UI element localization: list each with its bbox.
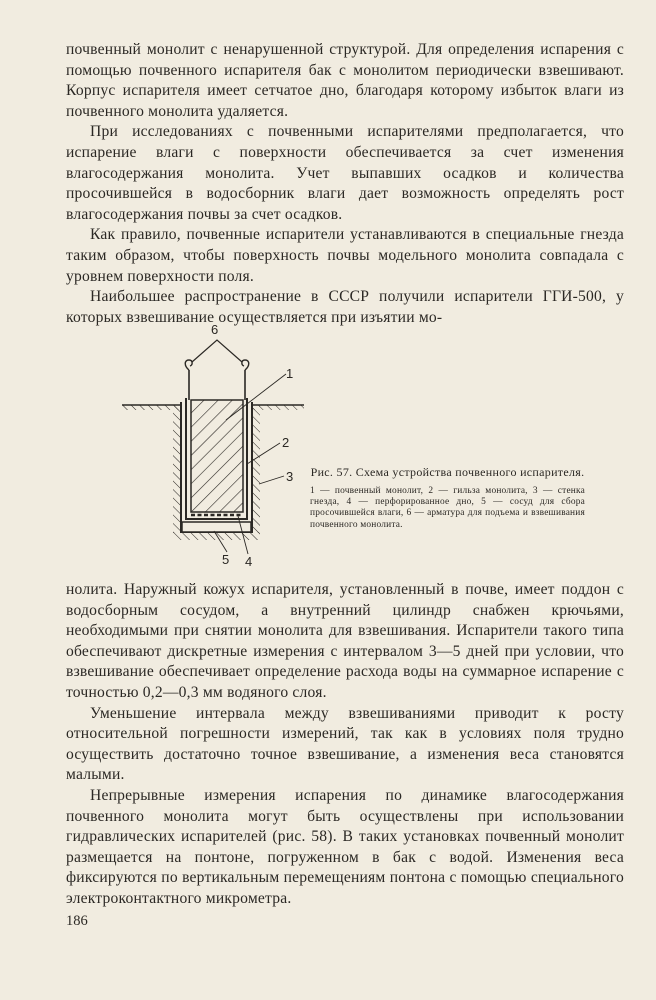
paragraph: Непрерывные измерения испарения по динамике влагосодержания почвенного монолита могут быть осуществлены при использовании гидравлических испарителей (рис. 58). В таких установках почвенный монолит размещается на понтоне, погруженном в бак с водой. Изменения веса фиксируются по вертикальным перемещениям понтона с помощью специального электроконтактного микрометра.: [66, 786, 624, 907]
socket-wall-left-soil: [173, 405, 181, 533]
paragraph: Наибольшее распространение в СССР получили испарители ГГИ-500, у которых взвешивание осуществляется при изъятии мо-: [66, 288, 624, 326]
paragraph: При исследованиях с почвенными испарителями предполагается, что испарение влаги с поверхности обеспечивается за счет изменения влагосодержания монолита. Учет выпавших осадков и количества просочившейся в водосборник влаги дает возможность определять рост влагосодержания почвы за счет осадков.: [66, 123, 624, 223]
text-block-bottom: [66, 580, 624, 910]
label-3: 3: [286, 469, 294, 484]
figure-caption: [310, 465, 585, 531]
leader-3: [259, 476, 284, 484]
evaporator-diagram-svg: [118, 316, 308, 578]
evaporator-diagram: [118, 316, 308, 578]
figure-caption-title: Рис. 57. Схема устройства почвенного испарителя.: [310, 465, 585, 479]
paragraph-continued: нолита. Наружный кожух испарителя, установленный в почве, имеет поддон с водосборным сосудом, а внутренний цилиндр снабжен крючьями, необходимыми при снятии монолита для взвешивания. Испарители такого типа обеспечивают дискретные измерения с интервалом 3—5 дней при условии, что взвешивание обеспечивает определение расхода воды на суммарное испарение с точностью 0,2—0,3 мм водяного слоя.: [66, 581, 624, 701]
hook-right-icon: [242, 360, 249, 370]
label-5: 5: [222, 552, 230, 567]
paragraph: Уменьшение интервала между взвешиваниями приводит к росту относительной погрешности измерений, так как в условиях поля трудно осуществить достаточно точное взвешивание, а изменения веса становятся малыми.: [66, 704, 624, 784]
soil-hatch-right: [253, 405, 304, 410]
paragraph-continued: почвенный монолит с ненарушенной структурой. Для определения испарения с помощью почвенного испарителя бак с монолитом периодически взвешивают. Корпус испарителя имеет сетчатое дно, благодаря которому избыток влаги из почвенного монолита удаляется.: [66, 41, 624, 120]
lifting-cable: [192, 340, 242, 362]
label-4: 4: [245, 554, 253, 569]
socket-bottom-soil: [173, 532, 260, 540]
socket-wall-right-soil: [252, 405, 260, 533]
hook-left-icon: [185, 360, 192, 370]
text-block-top: [66, 40, 624, 328]
label-1: 1: [286, 366, 294, 381]
label-6: 6: [211, 322, 219, 337]
page-number: 186: [66, 913, 88, 929]
paragraph: Как правило, почвенные испарители устанавливаются в специальные гнезда таким образом, чтобы поверхность почвы модельного монолита совпадала с уровнем поверхности поля.: [66, 226, 624, 285]
soil-hatch-left: [122, 405, 180, 410]
soil-monolith: [191, 400, 243, 512]
figure-caption-legend: 1 — почвенный монолит, 2 — гильза монолита, 3 — стенка гнезда, 4 — перфорированное дно, 5 — сосуд для сбора просочившейся влаги, 6 — арматура для подъема и взвешивания почвенного монолита.: [310, 486, 585, 530]
label-2: 2: [282, 435, 290, 450]
